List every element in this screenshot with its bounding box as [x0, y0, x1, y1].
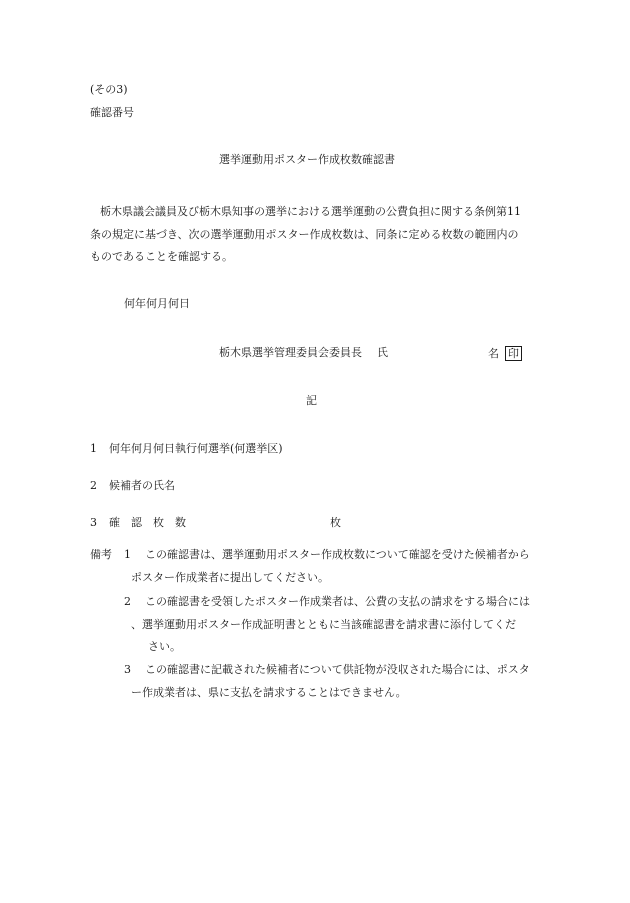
remark-line: さい。: [148, 640, 181, 653]
remark-line: ー作成業者は、県に支払を請求することはできません。: [131, 686, 407, 699]
remark-number: 3: [124, 663, 131, 676]
signer-mei: [488, 346, 522, 361]
form-number: (その3): [90, 83, 128, 96]
remark-line: この確認書に記載された候補者について供託物が没収された場合には、ポスタ: [145, 663, 530, 676]
item-text: 確 認 枚 数: [109, 516, 186, 529]
item-unit: 枚: [330, 516, 341, 529]
ki-heading: 記: [306, 394, 317, 407]
remark-line: この確認書は、選挙運動用ポスター作成枚数について確認を受けた候補者から: [145, 548, 530, 561]
item-number: 3: [90, 516, 97, 529]
document-title: 選挙運動用ポスター作成枚数確認書: [219, 153, 395, 166]
remark-line: ポスター作成業者に提出してください。: [131, 571, 329, 584]
body-line: 条の規定に基づき、次の選挙運動用ポスター作成枚数は、同条に定める枚数の範囲内の: [90, 228, 519, 241]
seal-mark: 印: [505, 346, 522, 361]
signer-shi: 氏: [377, 346, 388, 359]
body-line: ものであることを確認する。: [90, 250, 233, 263]
item-number: 1: [90, 442, 97, 455]
remarks-label: 備考: [90, 548, 112, 561]
body-line: 栃木県議会議員及び栃木県知事の選挙における選挙運動の公費負担に関する条例第11: [100, 205, 521, 218]
item-text: 何年何月何日執行何選挙(何選挙区): [109, 442, 283, 455]
remark-number: 1: [124, 548, 131, 561]
remark-line: 、選挙運動用ポスター作成証明書とともに当該確認書を請求書に添付してくだ: [131, 618, 516, 631]
confirmation-number-label: 確認番号: [90, 106, 134, 119]
signer-title: 栃木県選挙管理委員会委員長: [219, 346, 362, 359]
remark-line: この確認書を受領したポスター作成業者は、公費の支払の請求をする場合には: [145, 595, 530, 608]
date-line: 何年何月何日: [124, 297, 190, 310]
remark-number: 2: [124, 595, 131, 608]
item-number: 2: [90, 479, 97, 492]
item-text: 候補者の氏名: [109, 479, 175, 492]
signer-mei-label: 名: [488, 347, 499, 360]
